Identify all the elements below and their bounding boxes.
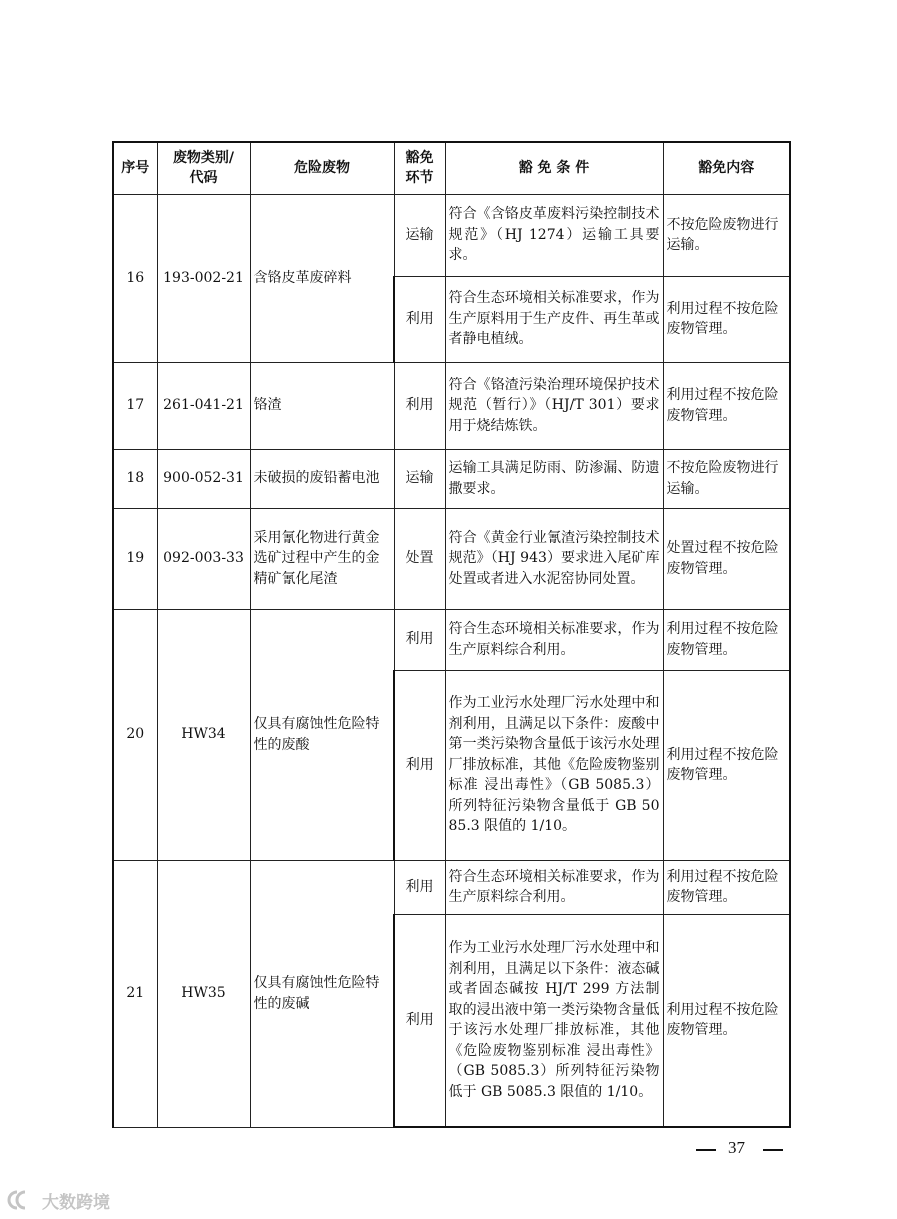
waste-name: 未破损的废铅蓄电池 [250, 449, 394, 508]
exemption-table [112, 141, 791, 1128]
exemption-condition: 符合《黄金行业氰渣污染控制技术规范》（HJ 943）要求进入尾矿库处置或者进入水泥窑协同处置。 [445, 508, 663, 609]
table-header-row [113, 142, 790, 194]
table-row [113, 860, 790, 914]
exemption-condition: 作为工业污水处理厂污水处理中和剂利用，且满足以下条件：液态碱或者固态碱按 HJ/T 299 方法制取的浸出液中第一类污染物含量低于该污水处理厂排放标准，其他《危险废物鉴别标准 浸出毒性》（GB 5085.3）所列特征污染物低于 GB 5085.3 限值的 1/10。 [445, 914, 663, 1127]
row-number: 17 [113, 362, 157, 449]
header-condition: 豁 免 条 件 [445, 142, 663, 194]
exemption-content: 利用过程不按危险废物管理。 [663, 860, 790, 914]
exemption-condition: 符合《铬渣污染治理环境保护技术规范（暂行）》（HJ/T 301）要求用于烧结炼铁。 [445, 362, 663, 449]
exemption-content: 利用过程不按危险废物管理。 [663, 362, 790, 449]
exemption-phase: 运输 [394, 449, 445, 508]
waste-name: 仅具有腐蚀性危险特性的废碱 [250, 860, 394, 1127]
page-number-text: 37 [728, 1138, 745, 1157]
waste-code: HW35 [157, 860, 250, 1127]
table-row [113, 609, 790, 670]
header-no: 序号 [113, 142, 157, 194]
exemption-content: 利用过程不按危险废物管理。 [663, 276, 790, 362]
waste-code: 092-003-33 [157, 508, 250, 609]
exemption-content: 利用过程不按危险废物管理。 [663, 914, 790, 1127]
exemption-condition: 运输工具满足防雨、防渗漏、防遗撒要求。 [445, 449, 663, 508]
waste-code: 900-052-31 [157, 449, 250, 508]
header-code: 废物类别/ 代码 [157, 142, 250, 194]
page-number [690, 1138, 790, 1162]
exemption-phase: 处置 [394, 508, 445, 609]
page-number-dash-left [696, 1149, 716, 1151]
exemption-phase: 利用 [394, 860, 445, 914]
waste-code: 193-002-21 [157, 194, 250, 362]
page-number-dash-right [763, 1149, 783, 1151]
table-row [113, 508, 790, 609]
exemption-condition: 符合生态环境相关标准要求，作为生产原料综合利用。 [445, 860, 663, 914]
exemption-phase: 利用 [394, 914, 445, 1127]
watermark [6, 1186, 110, 1214]
header-phase: 豁免 环节 [394, 142, 445, 194]
waste-code: HW34 [157, 609, 250, 860]
waste-name: 铬渣 [250, 362, 394, 449]
table-row [113, 449, 790, 508]
exemption-content: 处置过程不按危险废物管理。 [663, 508, 790, 609]
waste-name: 含铬皮革废碎料 [250, 194, 394, 362]
exemption-phase: 利用 [394, 276, 445, 362]
exemption-condition: 作为工业污水处理厂污水处理中和剂利用，且满足以下条件：废酸中第一类污染物含量低于该污水处理厂排放标准，其他《危险废物鉴别标准 浸出毒性》（GB 5085.3）所列特征污染物含量低于 GB 5085.3 限值的 1/10。 [445, 670, 663, 860]
header-content: 豁免内容 [663, 142, 790, 194]
waste-name: 采用氰化物进行黄金选矿过程中产生的金精矿氰化尾渣 [250, 508, 394, 609]
exemption-content: 不按危险废物进行运输。 [663, 449, 790, 508]
table-row [113, 194, 790, 276]
exemption-phase: 利用 [394, 362, 445, 449]
row-number: 19 [113, 508, 157, 609]
exemption-content: 利用过程不按危险废物管理。 [663, 609, 790, 670]
exemption-content: 不按危险废物进行运输。 [663, 194, 790, 276]
watermark-text: 大数跨境 [42, 1192, 110, 1213]
waste-code: 261-041-21 [157, 362, 250, 449]
row-number: 16 [113, 194, 157, 362]
row-number: 18 [113, 449, 157, 508]
exemption-condition: 符合生态环境相关标准要求，作为生产原料综合利用。 [445, 609, 663, 670]
exemption-phase: 利用 [394, 609, 445, 670]
exemption-phase: 利用 [394, 670, 445, 860]
exemption-phase: 运输 [394, 194, 445, 276]
row-number: 21 [113, 860, 157, 1127]
table-row [113, 362, 790, 449]
waste-name: 仅具有腐蚀性危险特性的废酸 [250, 609, 394, 860]
exemption-content: 利用过程不按危险废物管理。 [663, 670, 790, 860]
row-number: 20 [113, 609, 157, 860]
header-waste: 危险废物 [250, 142, 394, 194]
watermark-logo-icon [6, 1189, 36, 1211]
exemption-condition: 符合《含铬皮革废料污染控制技术规范》（HJ 1274）运输工具要求。 [445, 194, 663, 276]
exemption-condition: 符合生态环境相关标准要求，作为生产原料用于生产皮件、再生革或者静电植绒。 [445, 276, 663, 362]
